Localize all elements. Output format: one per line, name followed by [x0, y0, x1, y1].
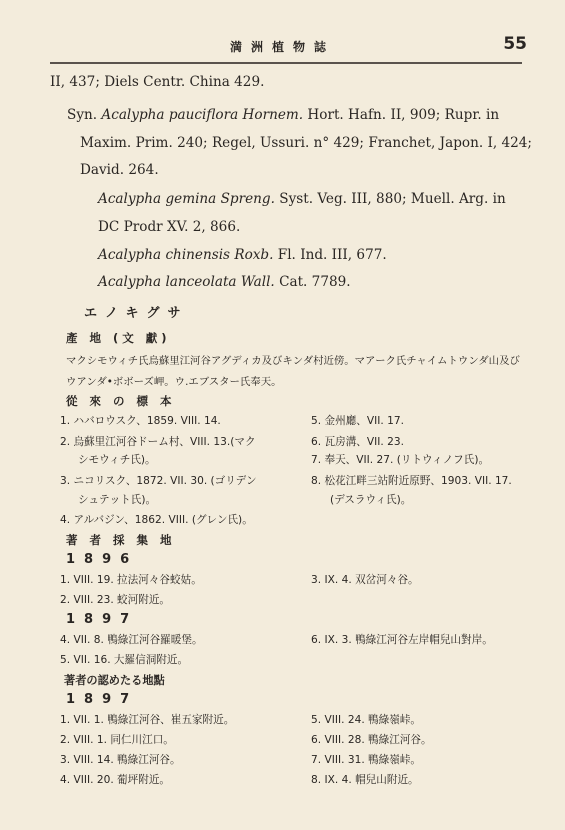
specimen-1 [60, 413, 221, 428]
collection-5 [60, 652, 188, 667]
year-1896: 1896 [66, 552, 139, 567]
specimen-text: ニコリスク、1872. VII. 30. (ゴリデン [73, 475, 257, 487]
observed-7 [311, 752, 421, 767]
record-num: 5. [311, 714, 322, 726]
specimen-text: ハバロウスク、1859. VIII. 14. [73, 415, 221, 427]
specimen-8 [311, 473, 512, 488]
specimen-8-cont: (デスラウィ氏)。 [330, 494, 412, 506]
collection-4 [60, 632, 203, 647]
record-text: VIII. 1. 同仁川江口。 [73, 734, 174, 746]
author-collection-heading: 著 者 採 集 地 [66, 533, 176, 547]
specimen-num: 2. [60, 436, 71, 448]
specimen-text: 松花江畔三站附近原野、1903. VII. 17. [324, 475, 512, 487]
synonym-line [67, 107, 499, 123]
locality-line-1: マクシモウィチ氏烏蘇里江河谷アグディカ及びキンダ村近傍。マアーク氏チャイムトウンダ山及び [66, 355, 520, 367]
collection-3 [311, 572, 419, 587]
record-text: VII. 1. 鴨綠江河谷、崔五家附近。 [73, 714, 235, 726]
synonym-gemina-ref: Syst. Veg. III, 880; Muell. Arg. in [274, 191, 506, 207]
specimen-num: 5. [311, 415, 322, 427]
locality-heading: 產 地 (文 獻) [66, 331, 171, 345]
specimen-num: 8. [311, 475, 322, 487]
record-text: VII. 8. 鴨綠江河谷羅暖堡。 [73, 634, 203, 646]
record-text: VIII. 31. 鴨綠嶺峠。 [324, 754, 422, 766]
synonym-gemina-name: Acalypha gemina Spreng. [98, 191, 275, 207]
record-num: 5. [60, 654, 71, 666]
record-text: VIII. 19. 拉法河々谷蛟姑。 [73, 574, 202, 586]
observed-3 [60, 752, 181, 767]
synonym-lanceolata-ref: Cat. 7789. [274, 274, 351, 290]
record-text: VIII. 20. 葡坪附近。 [73, 774, 171, 786]
synonym-name: Acalypha pauciflora Hornem. [101, 107, 304, 123]
record-num: 2. [60, 594, 71, 606]
specimen-4 [60, 512, 253, 527]
synonym-prefix: Syn. [67, 107, 102, 123]
year-1897-observed: 1897 [66, 692, 139, 707]
record-num: 6. [311, 734, 322, 746]
page-number: 55 [503, 34, 527, 54]
author-observed-heading: 著者の認めたる地點 [64, 674, 165, 687]
specimen-3 [60, 473, 257, 488]
citation-line-1: II, 437; Diels Centr. China 429. [50, 74, 265, 90]
synonym-lanceolata-name: Acalypha lanceolata Wall. [98, 274, 275, 290]
record-text: VII. 16. 大羅信洞附近。 [73, 654, 189, 666]
synonym-reference: Hort. Hafn. II, 909; Rupr. in [303, 107, 500, 123]
specimen-6 [311, 434, 404, 449]
specimen-text: 瓦房溝、VII. 23. [324, 436, 404, 448]
record-num: 3. [311, 574, 322, 586]
specimen-3-cont: シュテット氏)。 [78, 494, 157, 506]
specimens-heading: 從 來 の 標 本 [66, 394, 176, 408]
specimen-text: アルバジン、1862. VIII. (グレン氏)。 [73, 514, 253, 526]
specimen-2-cont: シモウィチ氏)。 [78, 454, 156, 466]
synonym-gemina [98, 191, 506, 207]
record-text: IX. 3. 鴨綠江河谷左岸帽兒山對岸。 [324, 634, 493, 646]
record-text: VIII. 14. 鴨綠江河谷。 [73, 754, 181, 766]
record-text: VIII. 23. 蛟河附近。 [73, 594, 171, 606]
citation-line-3: Maxim. Prim. 240; Regel, Ussuri. n° 429; Franchet, Japon. I, 424; [80, 135, 533, 151]
specimen-num: 4. [60, 514, 71, 526]
specimen-num: 1. [60, 415, 71, 427]
specimen-num: 6. [311, 436, 322, 448]
synonym-lanceolata [98, 274, 351, 290]
specimen-text: 奉天、VII. 27. (リトウィノフ氏)。 [324, 454, 490, 466]
observed-5 [311, 712, 421, 727]
record-text: IX. 4. 双岔河々谷。 [324, 574, 419, 586]
specimen-text: 烏蘇里江河谷ドーム村、VIII. 13.(マク [73, 436, 256, 448]
collection-6 [311, 632, 493, 647]
synonym-chinensis [98, 247, 387, 263]
japanese-name: エノキグサ [84, 306, 189, 321]
record-num: 3. [60, 754, 71, 766]
record-num: 2. [60, 734, 71, 746]
record-num: 7. [311, 754, 322, 766]
citation-line-4: David. 264. [80, 162, 159, 178]
record-num: 4. [60, 774, 71, 786]
specimen-5 [311, 413, 404, 428]
observed-6 [311, 732, 432, 747]
record-num: 4. [60, 634, 71, 646]
specimen-num: 3. [60, 475, 71, 487]
observed-1 [60, 712, 234, 727]
specimen-7 [311, 452, 489, 467]
record-text: VIII. 28. 鴨綠江河谷。 [324, 734, 432, 746]
specimen-2 [60, 434, 256, 449]
record-text: VIII. 24. 鴨綠嶺峠。 [324, 714, 422, 726]
observed-4 [60, 772, 170, 787]
collection-2 [60, 592, 170, 607]
record-text: IX. 4. 帽兒山附近。 [324, 774, 419, 786]
year-1897: 1897 [66, 612, 139, 627]
record-num: 1. [60, 714, 71, 726]
observed-2 [60, 732, 174, 747]
record-num: 1. [60, 574, 71, 586]
specimen-text: 金州廳、VII. 17. [324, 415, 404, 427]
specimen-num: 7. [311, 454, 322, 466]
running-header-title: 満洲植物誌 [229, 40, 335, 54]
observed-8 [311, 772, 419, 787]
header-rule [50, 62, 522, 64]
locality-line-2: ウアンダ•ボボーズ岬。ウ.エブスター氏奉天。 [66, 376, 282, 388]
synonym-chinensis-ref: Fl. Ind. III, 677. [273, 247, 387, 263]
collection-1 [60, 572, 202, 587]
record-num: 8. [311, 774, 322, 786]
record-num: 6. [311, 634, 322, 646]
synonym-gemina-ref-2: DC Prodr XV. 2, 866. [98, 219, 241, 235]
synonym-chinensis-name: Acalypha chinensis Roxb. [98, 247, 274, 263]
